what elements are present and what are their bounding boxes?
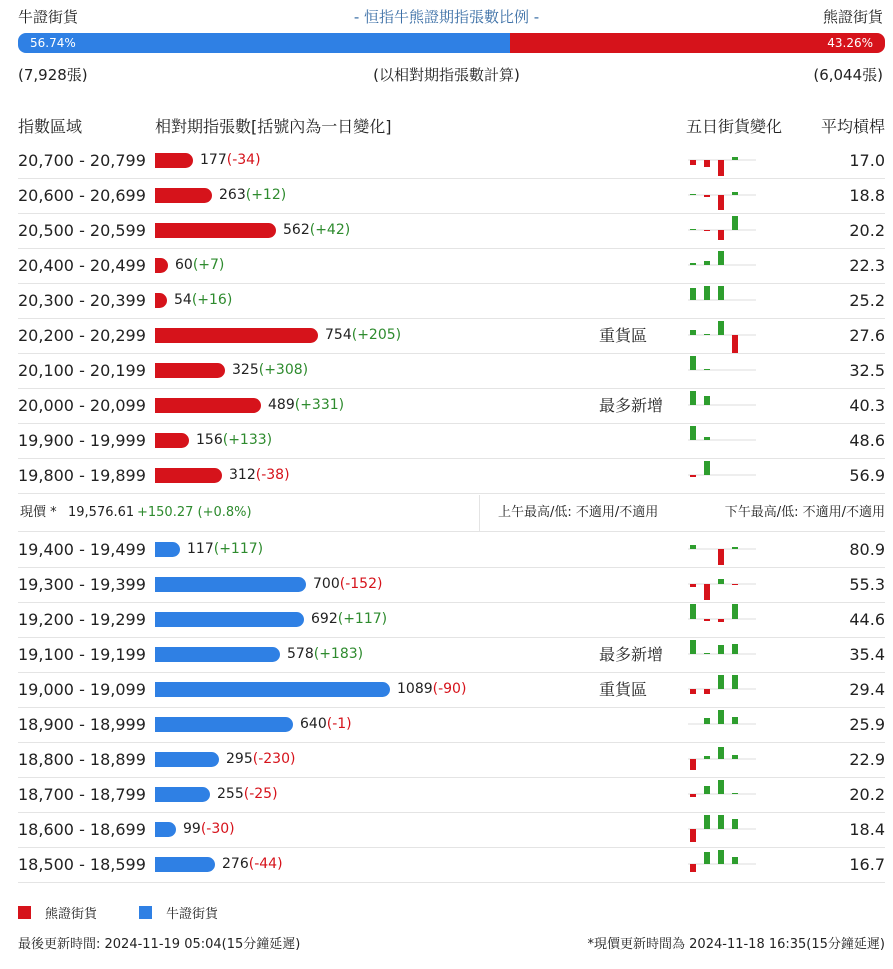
contracts-bar	[155, 398, 261, 413]
range-label: 18,700 - 18,799	[18, 785, 146, 804]
table-row	[18, 777, 885, 813]
sparkline-bar	[690, 829, 696, 842]
sparkline-bar	[718, 710, 724, 724]
sparkline-bar	[718, 579, 724, 584]
sparkline-bar	[704, 689, 710, 694]
contracts-bar	[155, 363, 225, 378]
legend-bull-label: 牛證街貨	[166, 907, 219, 922]
zone-label: 重貨區	[599, 326, 648, 345]
sparkline-bar	[690, 160, 696, 165]
five-day-sparkline	[688, 458, 758, 493]
sparkline-bar	[690, 475, 696, 477]
sparkline-bar	[732, 675, 738, 689]
five-day-sparkline	[688, 213, 758, 248]
sparkline-bar	[732, 335, 738, 353]
table-row	[18, 353, 885, 389]
sparkline-bar	[690, 330, 696, 335]
sparkline-bar	[690, 640, 696, 654]
sparkline-bar	[690, 263, 696, 265]
range-label: 19,400 - 19,499	[18, 540, 146, 559]
contracts-value	[226, 742, 295, 777]
sparkline-bar	[732, 793, 738, 794]
daily-change: (-1)	[326, 716, 352, 732]
contracts-value	[187, 532, 263, 567]
daily-change: (+7)	[192, 257, 225, 273]
sparkline-bar	[690, 229, 696, 230]
avg-leverage: 29.4	[849, 680, 885, 699]
avg-leverage: 32.5	[849, 361, 885, 380]
range-label: 20,300 - 20,399	[18, 291, 146, 310]
five-day-sparkline	[688, 567, 758, 602]
contracts-value	[313, 567, 382, 602]
contracts-bar	[155, 433, 189, 448]
sparkline-bar	[690, 794, 696, 797]
page-title: - 恒指牛熊證期指張數比例 -	[353, 8, 540, 26]
current-price-label: 現價 *	[20, 505, 57, 520]
table-row	[18, 458, 885, 494]
contracts-value	[287, 637, 363, 672]
contracts-count: 60	[175, 257, 193, 273]
table-row	[18, 248, 885, 284]
sparkline-bar	[718, 251, 724, 265]
table-row	[18, 318, 885, 354]
avg-leverage: 56.9	[849, 466, 885, 485]
contracts-bar	[155, 258, 168, 273]
contracts-value	[283, 213, 350, 248]
basis-note: (以相對期指張數計算)	[373, 66, 520, 84]
contracts-value	[229, 458, 290, 493]
five-day-sparkline	[688, 812, 758, 847]
bull-ratio-segment	[18, 33, 510, 53]
five-day-sparkline	[688, 637, 758, 672]
contracts-count: 276	[222, 856, 249, 872]
daily-change: (-152)	[339, 576, 383, 592]
five-day-sparkline	[688, 143, 758, 178]
sparkline-bar	[704, 852, 710, 864]
sparkline-bar	[718, 675, 724, 689]
five-day-sparkline	[688, 178, 758, 213]
price-updated: *現價更新時間為 2024-11-18 16:35(15分鐘延遲)	[587, 937, 885, 952]
column-header-contracts: 相對期指張數[括號內為一日變化]	[155, 117, 392, 136]
contracts-value	[175, 248, 224, 283]
contracts-bar	[155, 647, 280, 662]
contracts-value	[311, 602, 387, 637]
five-day-sparkline	[688, 847, 758, 882]
table-row	[18, 812, 885, 848]
contracts-count: 640	[300, 716, 327, 732]
column-header-avg-leverage: 平均槓桿	[820, 117, 885, 136]
contracts-bar	[155, 612, 304, 627]
sparkline-bar	[690, 545, 696, 549]
daily-change: (+205)	[351, 327, 402, 343]
sparkline-bar	[732, 547, 738, 549]
sparkline-bar	[704, 195, 710, 197]
sparkline-bar	[690, 759, 696, 770]
sparkline-bar	[704, 369, 710, 370]
five-day-sparkline	[688, 777, 758, 812]
contracts-count: 754	[325, 327, 352, 343]
five-day-sparkline	[688, 532, 758, 567]
sparkline-bar	[732, 192, 738, 195]
table-row	[18, 388, 885, 424]
range-label: 20,600 - 20,699	[18, 186, 146, 205]
ratio-bar	[18, 33, 885, 53]
contracts-bar	[155, 717, 293, 732]
avg-leverage: 18.4	[849, 820, 885, 839]
sparkline-bar	[690, 426, 696, 440]
range-label: 18,600 - 18,699	[18, 820, 146, 839]
legend-bear-swatch	[18, 906, 31, 919]
contracts-bar	[155, 328, 318, 343]
sparkline-bar	[718, 815, 724, 829]
five-day-sparkline	[688, 283, 758, 318]
column-header-range: 指數區域	[18, 117, 83, 136]
avg-leverage: 17.0	[849, 151, 885, 170]
range-label: 19,900 - 19,999	[18, 431, 146, 450]
range-label: 20,400 - 20,499	[18, 256, 146, 275]
bear-percent: 43.26%	[827, 36, 873, 50]
daily-change: (-230)	[252, 751, 296, 767]
sparkline-bar	[718, 160, 724, 176]
range-label: 19,000 - 19,099	[18, 680, 146, 699]
contracts-count: 263	[219, 187, 246, 203]
sparkline-bar	[690, 391, 696, 405]
daily-change: (+183)	[313, 646, 364, 662]
avg-leverage: 40.3	[849, 396, 885, 415]
contracts-value	[268, 388, 344, 423]
bear-ratio-segment	[510, 33, 885, 53]
contracts-value	[325, 318, 401, 353]
divider	[479, 495, 480, 531]
contracts-bar	[155, 857, 215, 872]
sparkline-bar	[704, 756, 710, 759]
range-label: 19,300 - 19,399	[18, 575, 146, 594]
contracts-count: 562	[283, 222, 310, 238]
sparkline-bar	[690, 604, 696, 619]
contracts-value	[232, 353, 308, 388]
sparkline-bar	[704, 584, 710, 600]
table-row	[18, 143, 885, 179]
avg-leverage: 44.6	[849, 610, 885, 629]
sparkline-bar	[704, 334, 710, 335]
sparkline-bar	[704, 786, 710, 794]
daily-change: (-90)	[432, 681, 467, 697]
contracts-value	[183, 812, 235, 847]
daily-change: (+117)	[337, 611, 388, 627]
contracts-count: 578	[287, 646, 314, 662]
avg-leverage: 80.9	[849, 540, 885, 559]
contracts-bar	[155, 223, 276, 238]
contracts-count: 489	[268, 397, 295, 413]
five-day-sparkline	[688, 672, 758, 707]
contracts-count: 255	[217, 786, 244, 802]
contracts-bar	[155, 822, 176, 837]
sparkline-bar	[732, 755, 738, 759]
sparkline-bar	[732, 584, 738, 585]
sparkline-bar	[718, 195, 724, 210]
range-label: 19,200 - 19,299	[18, 610, 146, 629]
range-label: 19,800 - 19,899	[18, 466, 146, 485]
daily-change: (+12)	[245, 187, 287, 203]
bull-percent: 56.74%	[30, 36, 76, 50]
sparkline-bar	[718, 549, 724, 565]
contracts-count: 700	[313, 576, 340, 592]
contracts-bar	[155, 752, 219, 767]
contracts-bar	[155, 468, 222, 483]
range-label: 18,500 - 18,599	[18, 855, 146, 874]
sparkline-bar	[690, 194, 696, 195]
sparkline-bar	[704, 461, 710, 475]
table-row	[18, 178, 885, 214]
avg-leverage: 22.9	[849, 750, 885, 769]
daily-change: (-34)	[226, 152, 261, 168]
avg-leverage: 35.4	[849, 645, 885, 664]
contracts-value	[222, 847, 283, 882]
daily-change: (+133)	[222, 432, 273, 448]
contracts-bar	[155, 682, 390, 697]
zone-label: 重貨區	[599, 680, 648, 699]
range-label: 18,900 - 18,999	[18, 715, 146, 734]
daily-change: (-44)	[248, 856, 283, 872]
avg-leverage: 22.3	[849, 256, 885, 275]
bear-label: 熊證街貨	[822, 8, 883, 26]
avg-leverage: 18.8	[849, 186, 885, 205]
contracts-value	[217, 777, 278, 812]
table-row	[18, 567, 885, 603]
daily-change: (-30)	[200, 821, 235, 837]
avg-leverage: 48.6	[849, 431, 885, 450]
sparkline-bar	[704, 230, 710, 231]
avg-leverage: 27.6	[849, 326, 885, 345]
five-day-sparkline	[688, 353, 758, 388]
contracts-count: 325	[232, 362, 259, 378]
sparkline-bar	[732, 717, 738, 724]
avg-leverage: 20.2	[849, 221, 885, 240]
daily-change: (-25)	[243, 786, 278, 802]
contracts-bar	[155, 188, 212, 203]
zone-label: 最多新增	[599, 396, 664, 415]
avg-leverage: 25.2	[849, 291, 885, 310]
contracts-count: 54	[174, 292, 192, 308]
legend-bull-swatch	[139, 906, 152, 919]
sparkline-bar	[732, 216, 738, 230]
five-day-sparkline	[688, 742, 758, 777]
zone-label: 最多新增	[599, 645, 664, 664]
sparkline-bar	[704, 718, 710, 724]
last-updated: 最後更新時間: 2024-11-19 05:04(15分鐘延遲)	[18, 937, 301, 952]
five-day-sparkline	[688, 707, 758, 742]
avg-leverage: 55.3	[849, 575, 885, 594]
contracts-value	[174, 283, 232, 318]
sparkline-bar	[718, 321, 724, 335]
range-label: 20,500 - 20,599	[18, 221, 146, 240]
sparkline-bar	[704, 160, 710, 167]
table-row	[18, 672, 885, 708]
sparkline-bar	[718, 850, 724, 864]
daily-change: (+117)	[213, 541, 264, 557]
avg-leverage: 16.7	[849, 855, 885, 874]
sparkline-bar	[732, 819, 738, 829]
range-label: 20,000 - 20,099	[18, 396, 146, 415]
sparkline-bar	[718, 619, 724, 622]
five-day-sparkline	[688, 388, 758, 423]
sparkline-bar	[690, 356, 696, 370]
sparkline-bar	[704, 619, 710, 621]
sparkline-bar	[690, 864, 696, 872]
five-day-sparkline	[688, 602, 758, 637]
table-row	[18, 707, 885, 743]
daily-change: (+16)	[191, 292, 233, 308]
contracts-count: 692	[311, 611, 338, 627]
range-label: 20,700 - 20,799	[18, 151, 146, 170]
current-price-value: 19,576.61	[68, 505, 135, 520]
five-day-sparkline	[688, 423, 758, 458]
sparkline-bar	[718, 747, 724, 759]
five-day-sparkline	[688, 248, 758, 283]
daily-change: (-38)	[255, 467, 290, 483]
sparkline-bar	[718, 286, 724, 300]
current-price-change: +150.27 (+0.8%)	[137, 505, 252, 520]
table-row	[18, 532, 885, 568]
contracts-value	[300, 707, 352, 742]
sparkline-bar	[704, 261, 710, 265]
range-label: 20,200 - 20,299	[18, 326, 146, 345]
contracts-count: 177	[200, 152, 227, 168]
sparkline-bar	[718, 780, 724, 794]
sparkline-bar	[690, 689, 696, 694]
table-row	[18, 602, 885, 638]
daily-change: (+331)	[294, 397, 345, 413]
range-label: 20,100 - 20,199	[18, 361, 146, 380]
pm-high-low: 下午最高/低: 不適用/不適用	[724, 505, 885, 520]
sparkline-bar	[704, 286, 710, 300]
sparkline-bar	[690, 288, 696, 300]
sparkline-bar	[704, 815, 710, 829]
sparkline-bar	[718, 645, 724, 654]
contracts-value	[397, 672, 466, 707]
table-row	[18, 283, 885, 319]
bull-label: 牛證街貨	[18, 8, 79, 26]
sparkline-bar	[704, 437, 710, 440]
contracts-bar	[155, 293, 167, 308]
contracts-value	[196, 423, 272, 458]
contracts-count: 156	[196, 432, 223, 448]
am-high-low: 上午最高/低: 不適用/不適用	[498, 505, 659, 520]
contracts-value	[200, 143, 261, 178]
table-row	[18, 213, 885, 249]
bull-count: (7,928張)	[18, 66, 88, 84]
table-row	[18, 742, 885, 778]
sparkline-bar	[732, 604, 738, 619]
sparkline-bar	[690, 584, 696, 587]
avg-leverage: 20.2	[849, 785, 885, 804]
sparkline-bar	[718, 230, 724, 240]
sparkline-bar	[732, 857, 738, 864]
sparkline-bar	[732, 644, 738, 654]
contracts-count: 117	[187, 541, 214, 557]
daily-change: (+308)	[258, 362, 309, 378]
column-header-five-day: 五日街貨變化	[686, 117, 783, 136]
table-row	[18, 847, 885, 883]
sparkline-bar	[732, 157, 738, 160]
contracts-bar	[155, 153, 193, 168]
table-row	[18, 637, 885, 673]
current-price-row	[18, 495, 885, 532]
contracts-bar	[155, 787, 210, 802]
contracts-value	[219, 178, 286, 213]
five-day-sparkline	[688, 318, 758, 353]
contracts-count: 1089	[397, 681, 433, 697]
contracts-count: 295	[226, 751, 253, 767]
sparkline-bar	[704, 653, 710, 654]
range-label: 19,100 - 19,199	[18, 645, 146, 664]
contracts-bar	[155, 577, 306, 592]
table-row	[18, 423, 885, 459]
range-label: 18,800 - 18,899	[18, 750, 146, 769]
daily-change: (+42)	[309, 222, 351, 238]
contracts-count: 99	[183, 821, 201, 837]
avg-leverage: 25.9	[849, 715, 885, 734]
sparkline-bar	[704, 396, 710, 405]
contracts-bar	[155, 542, 180, 557]
legend-bear-label: 熊證街貨	[45, 907, 98, 922]
bear-count: (6,044張)	[813, 66, 883, 84]
contracts-count: 312	[229, 467, 256, 483]
